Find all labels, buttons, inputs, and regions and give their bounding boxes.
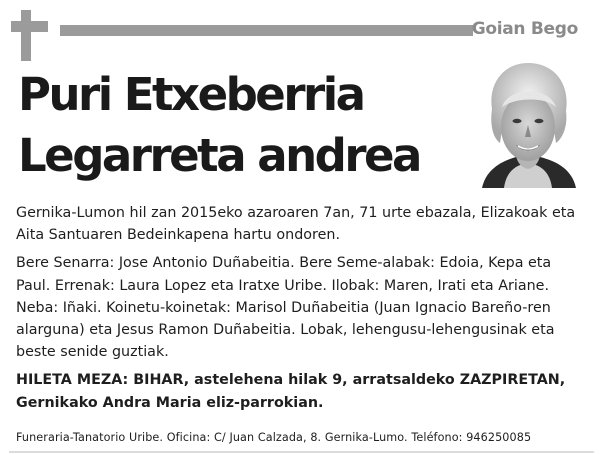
cross-icon-vertical — [21, 10, 31, 61]
portrait-photo — [476, 57, 581, 188]
bottom-rule — [9, 451, 594, 453]
header-rule — [60, 25, 473, 36]
death-announcement: Gernika-Lumon hil zan 2015eko azaroaren 7an, 71 urte ebazala, Elizakoak eta Aita Santuaren Bedeinkapena hartu ondoren. — [16, 205, 576, 244]
funeral-home-footer: Funeraria-Tanatorio Uribe. Oficina: C/ Juan Calzada, 8. Gernika-Lumo. Teléfono: 946250085 — [16, 431, 532, 444]
location-label: Goian Bego — [471, 19, 578, 39]
name-line-1: Puri Etxeberria — [18, 68, 364, 121]
obituary-body — [16, 202, 588, 420]
deceased-name — [18, 64, 468, 186]
cross-icon-horizontal — [11, 21, 48, 32]
name-line-2: Legarreta andrea — [18, 129, 420, 182]
funeral-mass-info: HILETA MEZA: BIHAR, astelehena hilak 9, arratsaldeko ZAZPIRETAN, Gernikako Andra Maria eliz-parrokian. — [16, 372, 566, 411]
family-list: Bere Senarra: Jose Antonio Duñabeitia. Bere Seme-alabak: Edoia, Kepa eta Paul. Errenak: Laura Lopez eta Iratxe Uribe. Ilobak: Maren, Irati eta Ariane. Neba: Iñaki. Koinetu-koinetak: Marisol Duñabeitia (Juan Ignacio Bareño-ren alarguna) eta Jesus Ramon Duñabeitia. Lobak, lehengusu-lehengusinak eta beste senide guztiak. — [16, 255, 555, 361]
